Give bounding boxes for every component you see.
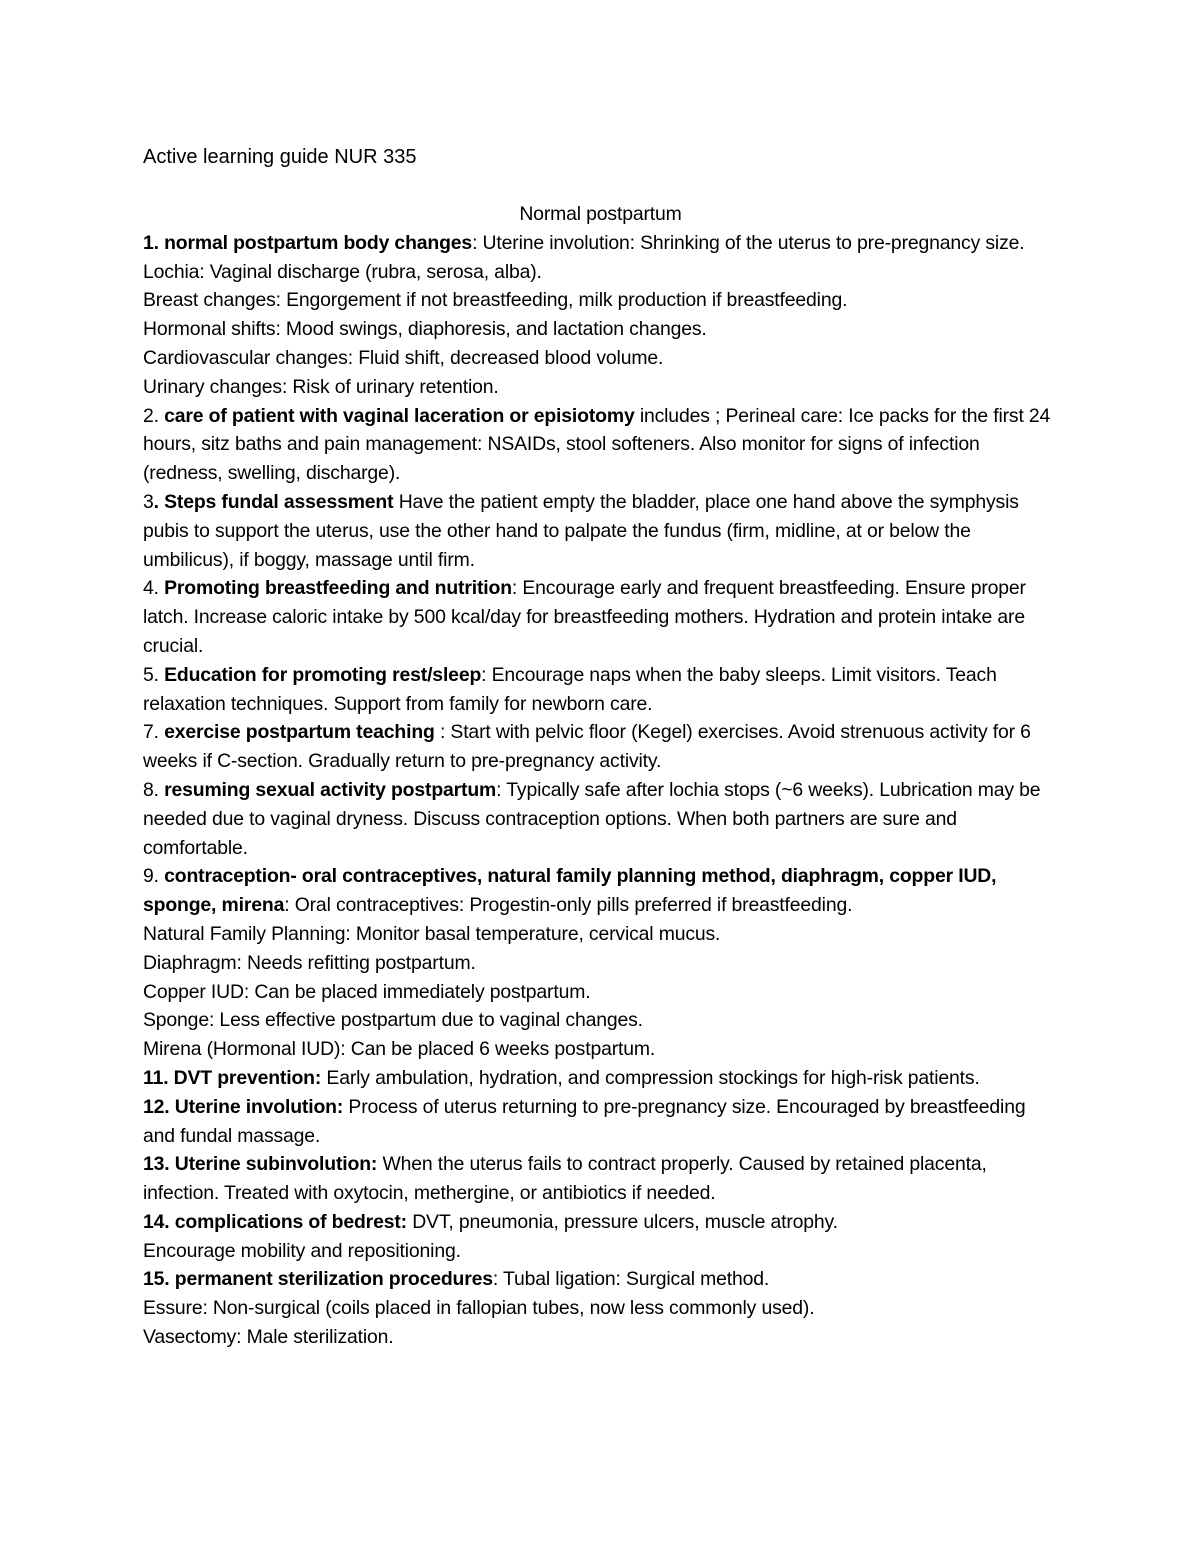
line-heading: 11. DVT prevention: (143, 1066, 322, 1089)
line-text: : Typically safe after lochia stops (~6 weeks). Lubrication may be needed due to vaginal dryness. Discuss contraception options. When both partners are sure and comfortable. (143, 778, 1041, 859)
line-number: 2. (143, 404, 165, 427)
document-line (143, 488, 1058, 574)
line-number: 3 (143, 490, 154, 513)
line-text: : Uterine involution: Shrinking of the uterus to pre-pregnancy size. (472, 231, 1025, 254)
line-text: Mirena (Hormonal IUD): Can be placed 6 weeks postpartum. (143, 1038, 656, 1061)
document-line (143, 344, 1058, 373)
line-number: 5. (143, 663, 165, 686)
line-text: : Encourage naps when the baby sleeps. Limit visitors. Teach relaxation techniques. Support from family for newborn care. (143, 663, 997, 715)
document-line (143, 661, 1058, 719)
document-line (143, 373, 1058, 402)
line-text: Have the patient empty the bladder, place one hand above the symphysis pubis to support the uterus, use the other hand to palpate the fundus (firm, midline, at or below the umbilicus), if boggy, massage until firm. (143, 490, 1019, 571)
line-text: Copper IUD: Can be placed immediately postpartum. (143, 980, 591, 1003)
line-text: : Encourage early and frequent breastfeeding. Ensure proper latch. Increase caloric intake by 500 kcal/day for breastfeeding mothers. Hydration and protein intake are crucial. (143, 577, 1026, 657)
content-lines (143, 229, 1058, 1352)
line-number: 4. (143, 577, 165, 600)
line-text: : Start with pelvic floor (Kegel) exercises. Avoid strenuous activity for 6 weeks if C-section. Gradually return to pre-pregnancy activity. (143, 721, 1031, 773)
document-title: Active learning guide NUR 335 (143, 146, 417, 168)
line-heading: resuming sexual activity postpartum (164, 778, 497, 801)
line-text: Natural Family Planning: Monitor basal temperature, cervical mucus. (143, 922, 721, 945)
document-line (143, 1265, 1058, 1294)
line-text: Lochia: Vaginal discharge (rubra, serosa, alba). (143, 260, 542, 283)
line-text: Sponge: Less effective postpartum due to vaginal changes. (143, 1009, 643, 1032)
line-number: 7. (143, 721, 165, 744)
line-text: : Tubal ligation: Surgical method. (492, 1268, 770, 1291)
line-heading: Promoting breastfeeding and nutrition (164, 577, 512, 600)
line-heading: 12. Uterine involution: (143, 1095, 344, 1118)
line-heading: exercise postpartum teaching (164, 721, 435, 744)
line-heading: . Steps fundal assessment (153, 490, 394, 513)
line-number: 8. (143, 778, 165, 801)
line-text: : Oral contraceptives: Progestin-only pills preferred if breastfeeding. (284, 894, 853, 917)
document-subtitle: Normal postpartum (519, 203, 682, 225)
line-text: DVT, pneumonia, pressure ulcers, muscle atrophy. (406, 1210, 838, 1233)
line-heading: 13. Uterine subinvolution: (143, 1153, 378, 1176)
document-line (143, 862, 1058, 920)
document-line (143, 574, 1058, 660)
document-line (143, 1294, 1058, 1323)
line-text: Essure: Non-surgical (coils placed in fallopian tubes, now less commonly used). (143, 1297, 815, 1320)
line-heading: 15. permanent sterilization procedures (143, 1268, 493, 1291)
document-line (143, 1006, 1058, 1035)
document-line (143, 402, 1058, 488)
line-text: Encourage mobility and repositioning. (143, 1239, 461, 1262)
document-line (143, 1093, 1058, 1151)
document-line (143, 978, 1058, 1007)
document-line (143, 1150, 1058, 1208)
line-heading: Education for promoting rest/sleep (164, 663, 482, 686)
document-line (143, 258, 1058, 287)
document-line (143, 776, 1058, 862)
line-text: Early ambulation, hydration, and compression stockings for high-risk patients. (321, 1066, 980, 1089)
document-line (143, 315, 1058, 344)
line-text: When the uterus fails to contract properly. Caused by retained placenta, infection. Treated with oxytocin, methergine, or antibiotics if needed. (143, 1153, 987, 1205)
line-text: Cardiovascular changes: Fluid shift, decreased blood volume. (143, 346, 664, 369)
line-text: Vasectomy: Male sterilization. (143, 1326, 394, 1349)
document-line (143, 920, 1058, 949)
line-text: Hormonal shifts: Mood swings, diaphoresis, and lactation changes. (143, 318, 707, 341)
line-heading: 1. normal postpartum body changes (143, 231, 473, 254)
document-line (143, 1323, 1058, 1352)
line-number: 9. (143, 865, 165, 888)
document-line (143, 1237, 1058, 1266)
line-text: Breast changes: Engorgement if not breastfeeding, milk production if breastfeeding. (143, 289, 848, 312)
document-line (143, 1035, 1058, 1064)
line-text: Diaphragm: Needs refitting postpartum. (143, 951, 476, 974)
line-text: Process of uterus returning to pre-pregnancy size. Encouraged by breastfeeding and fundal massage. (143, 1095, 1026, 1147)
document-line (143, 229, 1058, 258)
line-text: Urinary changes: Risk of urinary retention. (143, 375, 499, 398)
line-heading: contraception- oral contraceptives, natural family planning method, diaphragm, copper IUD, sponge, mirena (143, 865, 997, 917)
document-line (143, 1064, 1058, 1093)
document-body (143, 200, 1058, 1352)
document-line (143, 949, 1058, 978)
line-text: includes ; Perineal care: Ice packs for the first 24 hours, sitz baths and pain management: NSAIDs, stool softeners. Also monitor for signs of infection (redness, swelling, discharge). (143, 404, 1051, 485)
document-line (143, 718, 1058, 776)
line-heading: 14. complications of bedrest: (143, 1210, 407, 1233)
document-line (143, 1208, 1058, 1237)
document-line (143, 286, 1058, 315)
line-heading: care of patient with vaginal laceration or episiotomy (164, 404, 635, 427)
